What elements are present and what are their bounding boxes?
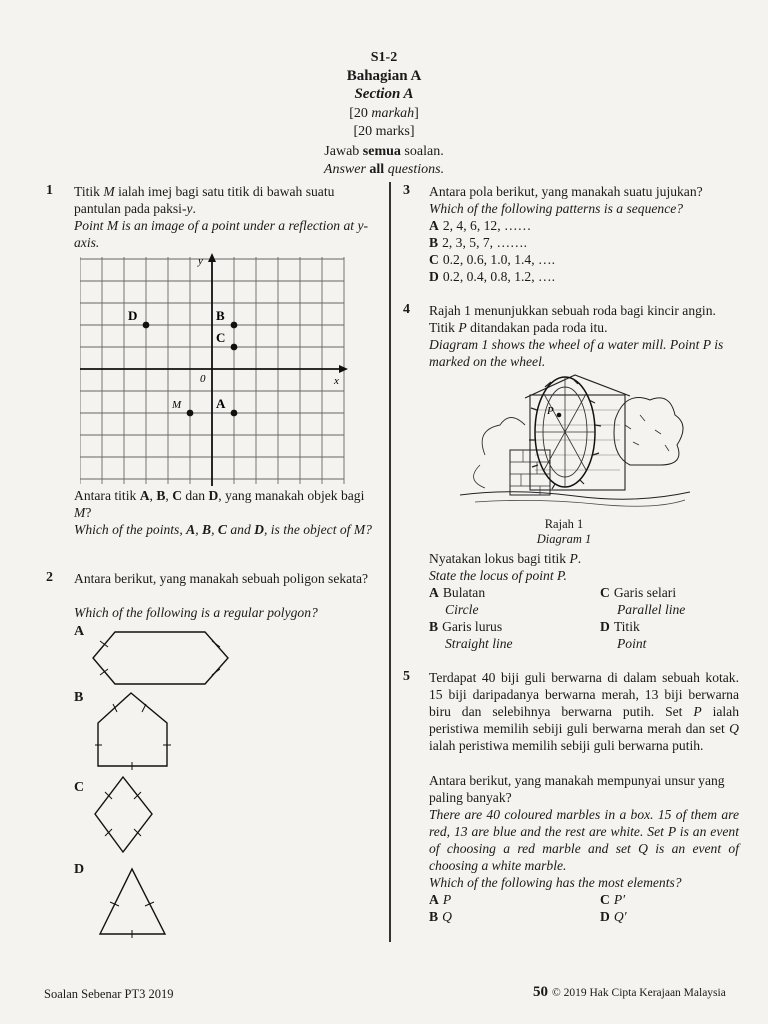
- y-axis-arrow: [208, 253, 216, 262]
- option-label-c: C: [74, 780, 85, 795]
- question-text-en: Diagram 1 shows the wheel of a water mill. Point P is marked on the wheel.: [429, 337, 724, 369]
- point-p-label: P: [547, 405, 554, 417]
- question-text-en: Which of the following is a regular polygon?: [74, 605, 318, 620]
- question-text-en: Point M is an image of a point under a reflection at y-axis.: [74, 218, 369, 250]
- diagram-caption-ms: Rajah 1: [544, 517, 584, 531]
- option-d: D Q′: [600, 909, 627, 924]
- question-text-en: Which of the following patterns is a sequence?: [429, 201, 684, 216]
- point-b: [231, 322, 238, 329]
- point-d: [143, 322, 150, 329]
- question-text-en: There are 40 coloured marbles in a box. 15 of them are red, 13 are blue and the rest are white. Set P is an event of choosing a red marble and set Q is an event of choosing a white marble.: [429, 807, 739, 873]
- point-label-a: A: [216, 396, 226, 411]
- option-a: A P: [429, 892, 452, 907]
- question-text-ms: Antara berikut, yang manakah sebuah poligon sekata?: [74, 571, 369, 586]
- option-c: C P′: [600, 892, 626, 907]
- question-text-ms: Rajah 1 menunjukkan sebuah roda bagi kincir angin. Titik P ditandakan pada roda itu.: [429, 303, 716, 335]
- cartesian-grid: [80, 252, 350, 486]
- triangle-shape: [97, 866, 172, 938]
- origin-label: 0: [200, 373, 206, 385]
- question-ask-ms: Antara berikut, yang manakah mempunyai unsur yang paling banyak?: [429, 773, 725, 805]
- option-label-d: D: [74, 862, 85, 877]
- question-number: 2: [46, 570, 53, 585]
- section-title-ms: Bahagian A: [346, 68, 422, 84]
- option-d: D 0.2, 0.4, 0.8, 1.2, ….: [429, 269, 555, 284]
- page-number: 50: [533, 984, 548, 1000]
- question-number: 5: [403, 669, 410, 684]
- option-label-a: A: [74, 624, 85, 639]
- footer-left: Soalan Sebenar PT3 2019: [44, 987, 174, 1001]
- option-b: B 2, 3, 5, 7, …….: [429, 235, 528, 250]
- column-divider: [389, 182, 391, 942]
- water-mill-illustration: [455, 370, 695, 510]
- option-c-en: Parallel line: [617, 602, 686, 617]
- point-c: [231, 344, 238, 351]
- diagram-caption-en: Diagram 1: [536, 532, 592, 546]
- instruction-en: Answer all questions.: [323, 162, 445, 177]
- hexagon-shape: [90, 628, 235, 688]
- rhombus-shape: [92, 774, 157, 856]
- option-a-en: Circle: [445, 602, 479, 617]
- point-label-c: C: [216, 330, 226, 345]
- point-a: [231, 410, 238, 417]
- point-m: [187, 410, 194, 417]
- question-ask-ms: Nyatakan lokus bagi titik P.: [429, 551, 582, 566]
- option-a: A 2, 4, 6, 12, ……: [429, 218, 532, 233]
- option-a: A Bulatan: [429, 585, 486, 600]
- question-number: 3: [403, 183, 410, 198]
- question-number: 4: [403, 302, 410, 317]
- copyright: © 2019 Hak Cipta Kerajaan Malaysia: [552, 987, 726, 999]
- question-number: 1: [46, 183, 53, 198]
- question-text-ms: Terdapat 40 biji guli berwarna di dalam sebuah kotak. 15 biji daripadanya berwarna merah, 13 biji berwarna biru dan selebihnya berwarna putih. Set P ialah peristiwa memilih sebiji guli berwarna merah dan set Q ialah peristiwa memilih sebiji guli berwarna putih.: [429, 670, 739, 753]
- marks-en: [20 marks]: [353, 124, 415, 139]
- option-c: C Garis selari: [600, 585, 677, 600]
- x-axis-arrow: [339, 365, 348, 373]
- instruction-ms: Jawab semua soalan.: [324, 144, 444, 159]
- option-c: C 0.2, 0.6, 1.0, 1.4, ….: [429, 252, 555, 267]
- point-label-m: M: [172, 399, 182, 411]
- option-d: D Titik: [600, 619, 640, 634]
- option-b: B Garis lurus: [429, 619, 503, 634]
- option-d-en: Point: [617, 636, 647, 651]
- question-ask-en: Which of the following has the most elements?: [429, 875, 682, 890]
- y-axis-label: y: [198, 255, 203, 267]
- point-label-d: D: [128, 308, 138, 323]
- point-label-b: B: [216, 308, 225, 323]
- question-ask-ms: Antara titik A, B, C dan D, yang manakah objek bagi M?: [74, 488, 365, 520]
- question-text-ms: Titik M ialah imej bagi satu titik di bawah suatu pantulan pada paksi-y.: [74, 184, 335, 216]
- marks-ms: [20 markah]: [349, 106, 419, 121]
- question-ask-en: Which of the points, A, B, C and D, is the object of M?: [74, 522, 372, 537]
- x-axis-label: x: [334, 375, 339, 387]
- option-b: B Q: [429, 909, 452, 924]
- paper-code: S1-2: [370, 50, 398, 65]
- question-ask-en: State the locus of point P.: [429, 568, 567, 583]
- question-text-ms: Antara pola berikut, yang manakah suatu jujukan?: [429, 184, 703, 199]
- option-label-b: B: [74, 690, 84, 705]
- pentagon-shape: [95, 690, 180, 770]
- section-title-en: Section A: [354, 86, 414, 102]
- option-b-en: Straight line: [445, 636, 513, 651]
